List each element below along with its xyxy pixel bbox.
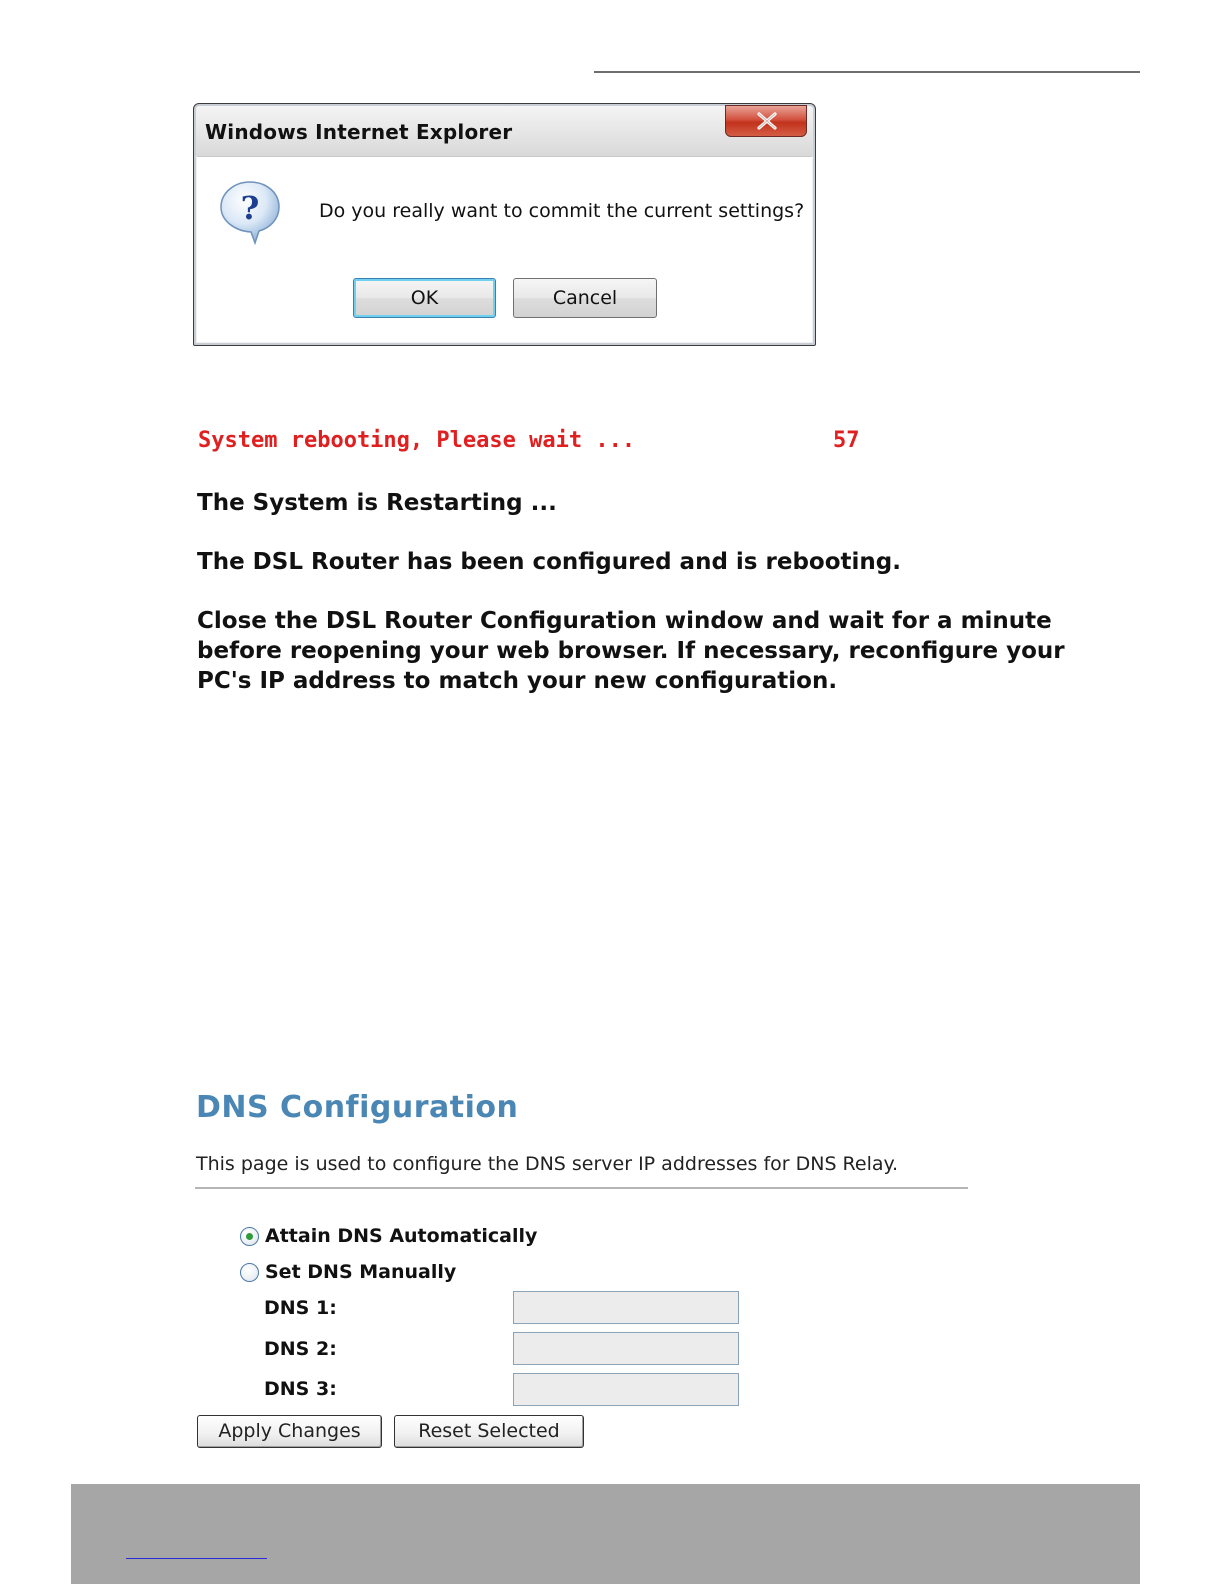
dialog-titlebar	[196, 106, 813, 156]
reboot-status: System rebooting, Please wait ...	[198, 428, 636, 453]
set-dns-manually-radio[interactable]	[240, 1263, 259, 1282]
question-icon	[219, 179, 285, 245]
radio-label: Set DNS Manually	[265, 1261, 457, 1283]
page-title: DNS Configuration	[196, 1090, 519, 1125]
footer-link-underline[interactable]	[126, 1558, 267, 1559]
configured-text: The DSL Router has been configured and is rebooting.	[197, 549, 901, 575]
section-divider	[195, 1187, 968, 1189]
header-divider	[594, 71, 1140, 73]
dns1-label: DNS 1:	[264, 1297, 337, 1319]
dialog-body	[197, 156, 812, 342]
svg-text:?: ?	[240, 189, 260, 227]
dns1-input[interactable]	[513, 1291, 739, 1324]
dns2-input[interactable]	[513, 1332, 739, 1365]
attain-dns-auto-radio[interactable]	[240, 1227, 259, 1246]
restart-heading: The System is Restarting ...	[197, 490, 557, 516]
reboot-countdown: 57	[833, 428, 860, 453]
dns3-input[interactable]	[513, 1373, 739, 1406]
dialog-close-button[interactable]	[725, 105, 807, 137]
ok-button[interactable]: OK	[353, 278, 496, 318]
set-dns-manually-option[interactable]	[240, 1260, 456, 1284]
cancel-button[interactable]: Cancel	[513, 278, 657, 318]
confirm-dialog	[193, 103, 816, 346]
dialog-message: Do you really want to commit the current settings?	[319, 200, 805, 222]
page-description: This page is used to configure the DNS server IP addresses for DNS Relay.	[196, 1153, 899, 1175]
dialog-title: Windows Internet Explorer	[205, 120, 513, 144]
reset-selected-button[interactable]: Reset Selected	[394, 1415, 584, 1448]
reboot-instructions: Close the DSL Router Configuration window and wait for a minute before reopening your web browser. If necessary, reconfigure your PC's IP address to match your new configuration.	[197, 608, 1065, 694]
attain-dns-auto-option[interactable]	[240, 1224, 537, 1248]
dns3-label: DNS 3:	[264, 1378, 337, 1400]
close-icon	[756, 112, 778, 130]
dns2-label: DNS 2:	[264, 1338, 337, 1360]
footer-band	[71, 1484, 1140, 1584]
radio-label: Attain DNS Automatically	[265, 1225, 538, 1247]
apply-changes-button[interactable]: Apply Changes	[197, 1415, 382, 1448]
